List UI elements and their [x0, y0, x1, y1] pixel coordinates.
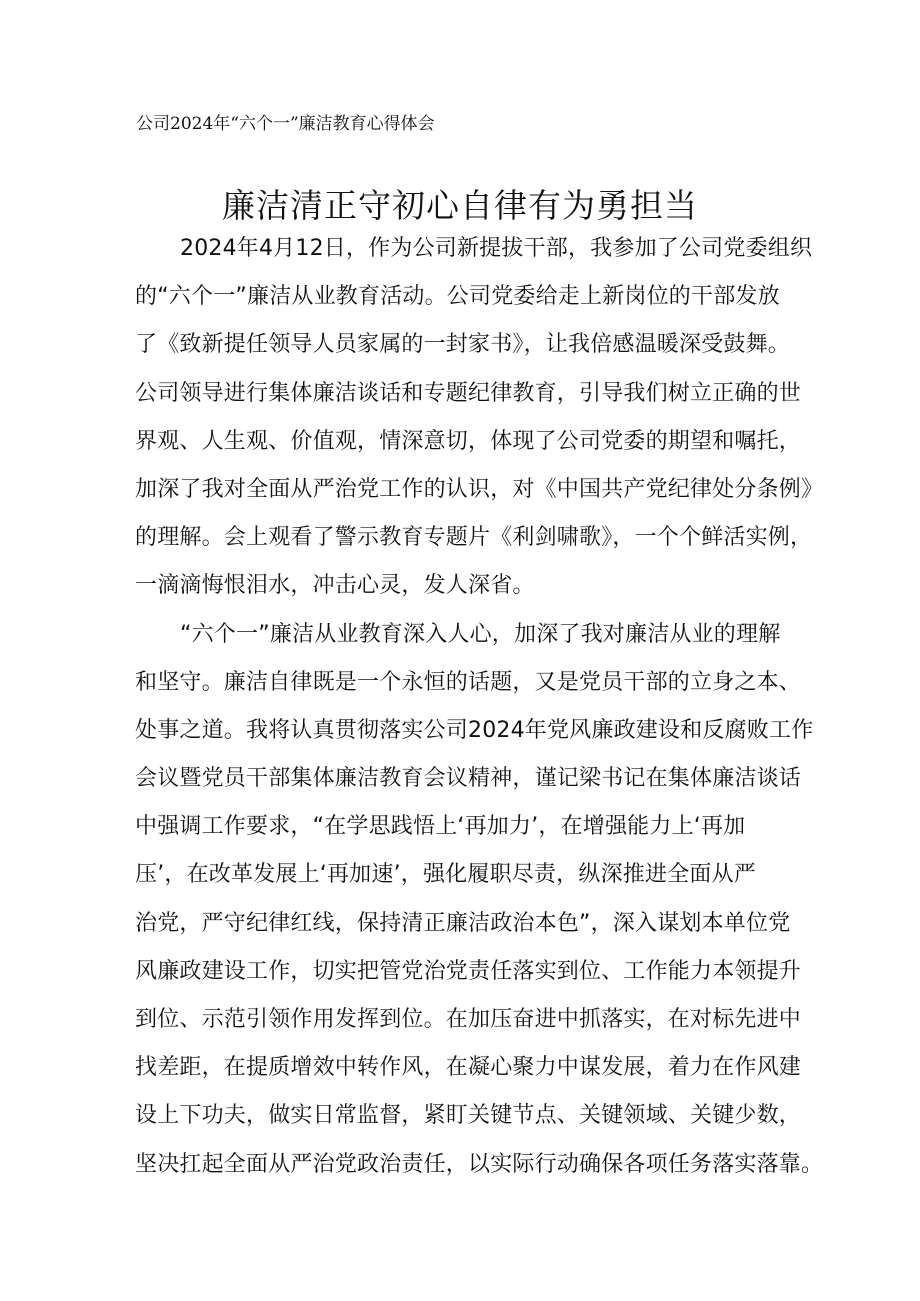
- body-line: 中强调工作要求，“在学思践悟上‘再加力’，在增强能力上‘再加: [135, 814, 746, 840]
- body-line: 处事之道。我将认真贯彻落实公司2024年党风廉政建设和反腐败工作: [135, 717, 814, 743]
- body-line: 2024年4月12日，作为公司新提拔干部，我参加了公司党委组织: [180, 236, 813, 261]
- body-line: 了《致新提任领导人员家属的一封家书》，让我倍感温暖深受鼓舞。: [135, 332, 791, 358]
- document-body: [135, 225, 824, 1189]
- body-line: 到位、示范引领作用发挥到位。在加压奋进中抓落实，在对标先进中: [135, 1007, 802, 1032]
- body-line: 找差距，在提质增效中转作风，在凝心聚力中谋发展，着力在作风建: [135, 1055, 802, 1081]
- body-line: 界观、人生观、价值观，情深意切，体现了公司党委的期望和嘱托，: [135, 428, 802, 454]
- body-line: 公司领导进行集体廉洁谈话和专题纪律教育，引导我们树立正确的世: [135, 380, 802, 406]
- body-line: 会议暨党员干部集体廉洁教育会议精神，谨记梁书记在集体廉洁谈话: [135, 766, 802, 792]
- body-line: 治党，严守纪律红线，保持清正廉洁政治本色”，深入谋划本单位党: [135, 910, 791, 936]
- body-line: 设上下功夫，做实日常监督，紧盯关键节点、关键领域、关键少数，: [135, 1103, 802, 1129]
- body-line: 风廉政建设工作，切实把管党治党责任落实到位、工作能力本领提升: [135, 958, 802, 984]
- body-line: 加深了我对全面从严治党工作的认识，对《中国共产党纪律处分条例》: [135, 476, 824, 502]
- body-line: 的“六个一”廉洁从业教育活动。公司党委给走上新岗位的干部发放: [135, 284, 780, 310]
- document-title: 廉洁清正守初心自律有为勇担当: [222, 186, 698, 226]
- body-line: “六个一”廉洁从业教育深入人心，加深了我对廉洁从业的理解: [180, 621, 781, 647]
- body-line: 的理解。会上观看了警示教育专题片《利剑啸歌》，一个个鲜活实例，: [135, 525, 813, 551]
- body-line: 坚决扛起全面从严治党政治责任，以实际行动确保各项任务落实落靠。: [135, 1151, 824, 1177]
- document-header: 公司2024年“六个一”廉洁教育心得体会: [136, 114, 435, 134]
- body-line: 和坚守。廉洁自律既是一个永恒的话题，又是党员干部的立身之本、: [135, 669, 802, 695]
- body-line: 一滴滴悔恨泪水，冲击心灵，发人深省。: [135, 573, 535, 599]
- body-line: 压’，在改革发展上‘再加速’，强化履职尽责，纵深推进全面从严: [135, 862, 756, 888]
